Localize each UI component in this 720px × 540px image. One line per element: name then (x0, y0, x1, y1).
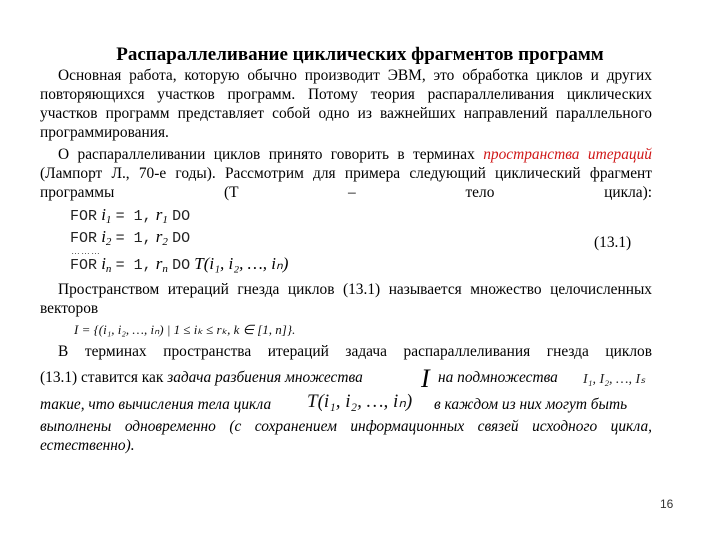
for-keyword: FOR (70, 257, 98, 274)
for-keyword: FOR (70, 230, 98, 247)
set-I-symbol: I (421, 364, 430, 393)
equation-number: (13.1) (594, 234, 632, 251)
loop-bound-rn-sub: n (162, 263, 168, 275)
code-line-3 (70, 254, 288, 275)
paragraph-definition: Пространством итераций гнезда циклов (13.1) называется множество целочисленных векторов (40, 281, 652, 317)
subsets-formula: I₁, I₂, …, Iₛ (583, 372, 646, 387)
term-iteration-space: пространства итераций (483, 146, 652, 163)
loop-bound-rn: r (155, 254, 163, 273)
loop-var-i2: i (101, 227, 106, 246)
for-keyword: FOR (70, 208, 98, 225)
code-line-2 (70, 227, 190, 248)
loop-var-i1: i (101, 205, 106, 224)
paragraph-iteration-space (40, 145, 652, 202)
task-text-body: такие, что вычисления тела цикла (40, 396, 272, 413)
task-text-partition: задача разбиения множества (167, 369, 363, 386)
loop-body: T(i₁, i₂, …, iₙ) (194, 254, 289, 273)
task-text-subsets: на подмножества (438, 369, 558, 386)
loop-bound-r1-sub: 1 (162, 214, 168, 226)
body-function-formula: T(i₁, i₂, …, iₙ) (307, 391, 413, 412)
paragraph-task-line2 (40, 369, 363, 387)
code-line-1 (70, 205, 190, 226)
loop-bound-r2-sub: 2 (162, 236, 168, 248)
task-text-each: в каждом из них могут быть (434, 396, 628, 413)
para2-text-a: О распараллеливании циклов принято говорить в терминах (58, 146, 484, 163)
set-formula: I = {(i₁, i₂, …, iₙ) | 1 ≤ iₖ ≤ rₖ, k ∈ [1, n]}. (74, 322, 296, 337)
paragraph-task-line1: В терминах пространства итераций задача распараллеливания гнезда циклов (58, 343, 652, 360)
loop-bound-r1: r (155, 205, 163, 224)
loop-var-in-sub: n (105, 263, 112, 275)
do-keyword: DO (172, 230, 191, 247)
eq-one: = 1, (115, 208, 152, 225)
task-text-a: (13.1) ставится как (40, 369, 168, 386)
loop-var-i2-sub: 2 (105, 236, 112, 248)
slide-title: Распараллеливание циклических фрагментов программ (116, 44, 604, 65)
do-keyword: DO (172, 208, 191, 225)
do-keyword: DO (172, 257, 191, 274)
paragraph-task-rest: выполнены одновременно (с сохранением информационных связей исходного цикла, естественно). (40, 418, 652, 454)
page-number: 16 (660, 497, 674, 511)
loop-bound-r2: r (155, 227, 163, 246)
para2-text-b: (Лампорт Л., 70-е годы). Рассмотрим для примера следующий циклический фрагмент программы (T – тело цикла): (40, 165, 652, 201)
loop-var-i1-sub: 1 (105, 214, 112, 226)
loop-var-in: i (101, 254, 106, 273)
paragraph-intro: Основная работа, которую обычно производит ЭВМ, это обработка циклов и других повторяющихся участков программ. Потому теория распараллеливания циклических участков программ представляет собой одно из важнейших направлений параллельного программирования. (40, 67, 652, 141)
eq-one: = 1, (115, 230, 152, 247)
code-ellipsis: ……… (71, 246, 101, 256)
eq-one: = 1, (115, 257, 152, 274)
